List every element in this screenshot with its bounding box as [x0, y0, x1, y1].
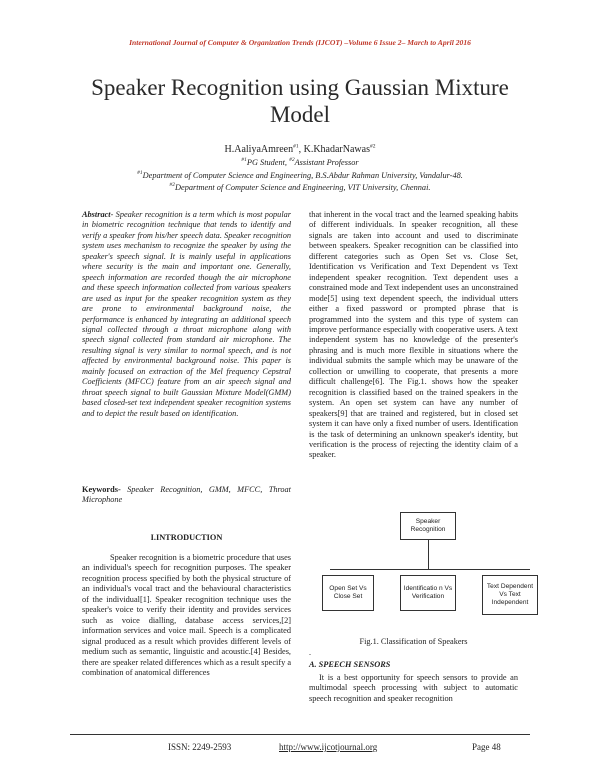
- diagram-connector-bar: [330, 569, 530, 570]
- title-line-1: Speaker Recognition using Gaussian Mixture: [91, 75, 509, 100]
- affiliation-2-text: Department of Computer Science and Engineering, VIT University, Chennai.: [175, 183, 431, 192]
- abstract-text: Speaker recognition is a term which is most popular in biometric recognition technique that tends to identify and verify a speaker from his/her speech data. Speaker recognition system uses mechanism to recognize the speaker by using the speaker's speech signal. It is mainly useful in applications where security is the main and important one. Generally, speech information are recorded though the air microphone and these speech information collected from various speakers are used as input for the speaker recognition system as they are prone to environmental background noise, the performance is enhanced by integrating an additional speech signal collected through a throat microphone along with speech signal collected from standard air microphone. The resulting signal is very similar to normal speech, and is not affected by environmental background noise. This paper is mainly focused on extraction of the Mel frequency Cepstral Coefficients (MFCC) feature from an air speech signal and throat speech signal to built Gaussian Mixture Model(GMM) based closed-set text independent speaker recognition systems and to depict the result based on identification.: [82, 210, 291, 418]
- footer-page-number: Page 48: [472, 742, 501, 752]
- footer-rule: [70, 734, 530, 735]
- diagram-node-open-set: Open Set Vs Close Set: [322, 575, 374, 611]
- diagram-root-node: Speaker Recognition: [400, 512, 456, 540]
- abstract: [82, 210, 291, 419]
- abstract-label: Abstract-: [82, 210, 114, 219]
- title-line-2: Model: [269, 102, 331, 127]
- role-2: Assistant Professor: [294, 158, 359, 167]
- footer-issn: ISSN: 2249-2593: [168, 742, 232, 752]
- keywords-label: Keywords-: [82, 485, 121, 494]
- affiliation-2-mark: #2: [169, 182, 176, 189]
- footer-url-link[interactable]: http://www.ijcotjournal.org: [279, 742, 378, 752]
- role-1-mark: #1: [241, 157, 247, 164]
- diagram-connector-trunk: [428, 540, 429, 570]
- right-column-text: that inherent in the vocal tract and the learned speaking habits of different individuals. In speaker recognition, all these signals are taken into account and used to discriminate between speakers. Speaker recognition can be classified into different categories such as Open Set vs. Close Set, Identification vs Verification and Text Dependent vs Text independent speaker recognition. Text dependent uses a constrained mode and Text independent uses an unconstrained mode[5] using text dependent speech, the individual utters either a fixed password or prompted phrase that is programmed into the system and this type of system can improve performance especially with cooperative users. A text independent system has no knowledge of the presenter's phrasing and is much more flexible in situations where the individual submits the sample which may be unaware of the collection or unwilling to cooperate, that presents a more difficult challenge[6]. The Fig.1. shows how the speaker recognition is classified based on the trained speakers in the system. An open set system can have any number of speakers[9] that are trained and registered, but in closed set system it can have only a fixed number of users. Identification is the task of determining an unknown speaker's identity, but verification is the process of rejecting the identity claim of a speaker.: [309, 210, 518, 460]
- author-2-mark: #2: [369, 143, 376, 150]
- journal-header: International Journal of Computer & Organization Trends (IJCOT) –Volume 6 Issue 2– March to April 2016: [129, 38, 471, 47]
- author-1: H.AaliyaAmreen: [224, 144, 294, 155]
- affiliation-1: [0, 171, 600, 180]
- keywords-text: Speaker Recognition, GMM, MFCC, Throat Microphone: [82, 485, 291, 505]
- introduction-heading: I.INTRODUCTION: [150, 533, 223, 542]
- author-roles: [0, 158, 600, 167]
- author-1-mark: #1: [293, 143, 299, 150]
- role-1: PG Student,: [246, 158, 290, 167]
- affiliation-2: [0, 183, 600, 192]
- stray-dot: .: [309, 648, 311, 657]
- affiliation-1-text: Department of Computer Science and Engineering, B.S.Abdur Rahman University, Vandalur-48.: [142, 171, 463, 180]
- authors: [0, 144, 600, 155]
- role-2-mark: #2: [289, 157, 295, 164]
- paper-title: [40, 74, 560, 128]
- section-a-text: It is a best opportunity for speech sensors to provide an multimodal speech processing with subject to automatic speech recognition and speaker recognition: [309, 673, 518, 703]
- diagram-node-text-dependent: Text Dependent Vs Text Independent: [482, 575, 538, 615]
- introduction-text: Speaker recognition is a biometric procedure that uses an individual's speech for recognition purposes. The speaker recognition process specified by both the physical structure of an individual's vocal tract and the behavioural characteristics of the individual[1]. Speaker recognition technique uses the speaker's voice to verify their identity and provides services such as voice dialling, database access services,[2] information services and voice mail. Speech is a complicated signal produced as a result which provides different levels of medium such as semantic, linguistic and acoustic.[4] Besides, there are speaker related differences which as a result specify a combination of anatomical differences: [82, 553, 292, 677]
- diagram-node-identification: Identificatio n Vs Verification: [400, 575, 456, 611]
- figure-caption: Fig.1. Classification of Speakers: [359, 637, 468, 646]
- affiliation-1-mark: #1: [137, 170, 143, 177]
- author-2: , K.KhadarNawas: [298, 144, 370, 155]
- keywords: [82, 485, 291, 506]
- classification-diagram: [329, 512, 534, 617]
- section-a-heading: A. SPEECH SENSORS: [309, 660, 391, 669]
